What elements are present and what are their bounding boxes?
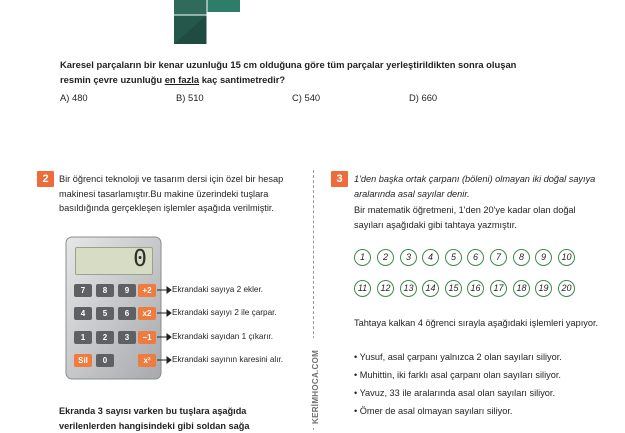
- number-circle: 14: [422, 280, 439, 297]
- number-circle: 18: [513, 280, 530, 297]
- key-7[interactable]: 7: [74, 284, 92, 297]
- number-circle: 15: [445, 280, 462, 297]
- tangram-figure: [174, 0, 240, 44]
- problem2-bottom-text: Ekranda 3 sayısı varken bu tuşlara aşağıda verilenlerden hangisindeki gibi soldan sağa: [59, 406, 250, 431]
- choice-b[interactable]: B) 510: [176, 92, 204, 103]
- key-6[interactable]: 6: [118, 307, 136, 320]
- number-circle: 19: [535, 280, 552, 297]
- number-row-2: [354, 280, 594, 297]
- number-circle: 11: [354, 280, 371, 297]
- number-circle: 8: [513, 249, 530, 266]
- key-square[interactable]: x²: [138, 354, 156, 367]
- number-circle: 5: [445, 249, 462, 266]
- key-4[interactable]: 4: [74, 307, 92, 320]
- problem3-intro: 1'den başka ortak çarpanı (böleni) olmayan iki doğal sayıya aralarında asal sayılar denir.: [354, 174, 596, 199]
- label-square: Ekrandaki sayının karesini alır.: [172, 355, 284, 364]
- key-5[interactable]: 5: [96, 307, 114, 320]
- key-minus1[interactable]: −1: [138, 331, 156, 344]
- number-circle: 3: [400, 249, 417, 266]
- key-0[interactable]: 0: [96, 354, 114, 367]
- key-plus2[interactable]: +2: [138, 284, 156, 297]
- label-times2: Ekrandaki sayıyı 2 ile çarpar.: [172, 308, 277, 317]
- problem3-text: Bir matematik öğretmeni, 1'den 20'ye kadar olan doğal sayıları aşağıdaki gibi tahtaya yazmıştır.: [354, 205, 576, 230]
- key-8[interactable]: 8: [96, 284, 114, 297]
- bullet-yusuf: • Yusuf, asal çarpanı yalnızca 2 olan sayıları siliyor.: [354, 352, 562, 362]
- number-circle: 9: [535, 249, 552, 266]
- number-circle: 2: [377, 249, 394, 266]
- problem2-number-badge: 2: [37, 171, 54, 187]
- screen-value: 0: [133, 246, 147, 272]
- key-times2[interactable]: x2: [138, 307, 156, 320]
- svg-text:KERİMHOCA.COM: KERİMHOCA.COM: [311, 349, 320, 424]
- choice-c[interactable]: C) 540: [292, 92, 321, 103]
- problem1-question: [60, 57, 530, 87]
- key-arrows: [156, 284, 172, 370]
- number-circle: 20: [558, 280, 575, 297]
- problem2-text: Bir öğrenci teknoloji ve tasarım dersi için özel bir hesap makinesi tasarlamıştır.Bu makine üzerindeki tuşlara basıldığında gerçekleşen işlemler aşağıda verilmiştir.: [59, 174, 284, 213]
- number-circle: 6: [467, 249, 484, 266]
- bullet-yavuz: • Yavuz, 33 ile aralarında asal olan sayıları siliyor.: [354, 388, 556, 398]
- label-minus1: Ekrandaki sayıdan 1 çıkarır.: [172, 332, 274, 341]
- number-circle: 17: [490, 280, 507, 297]
- bullet-omer: • Ömer de asal olmayan sayıları siliyor.: [354, 406, 513, 416]
- calculator-screen: [75, 247, 153, 275]
- question-part-2: kaç santimetredir?: [199, 74, 286, 85]
- number-circle: 4: [422, 249, 439, 266]
- number-circle: 7: [490, 249, 507, 266]
- bullet-muhittin: • Muhittin, iki farklı asal çarpanı olan sayıları siliyor.: [354, 370, 561, 380]
- label-plus2: Ekrandaki sayıya 2 ekler.: [172, 285, 264, 294]
- key-9[interactable]: 9: [118, 284, 136, 297]
- question-underlined: en fazla: [164, 74, 200, 85]
- number-circle: 10: [558, 249, 575, 266]
- number-circle: 1: [354, 249, 371, 266]
- key-2[interactable]: 2: [96, 331, 114, 344]
- key-sil[interactable]: Sil: [74, 354, 92, 367]
- number-circle: 13: [400, 280, 417, 297]
- choice-a[interactable]: A) 480: [60, 92, 88, 103]
- key-1[interactable]: 1: [74, 331, 92, 344]
- number-row-1: [354, 249, 594, 266]
- number-circle: 12: [377, 280, 394, 297]
- problem3-number-badge: 3: [331, 171, 348, 187]
- watermark: [305, 338, 323, 428]
- problem3-text2: Tahtaya kalkan 4 öğrenci sırayla aşağıdaki işlemleri yapıyor.: [354, 318, 599, 328]
- number-circle: 16: [467, 280, 484, 297]
- key-3[interactable]: 3: [118, 331, 136, 344]
- choice-d[interactable]: D) 660: [409, 92, 438, 103]
- calculator: [65, 236, 162, 380]
- question-part-1: Karesel parçaların bir kenar uzunluğu 15 cm olduğuna göre tüm parçalar yerleştirildikten sonra oluşan resmin çevre uzunluğu: [60, 59, 517, 85]
